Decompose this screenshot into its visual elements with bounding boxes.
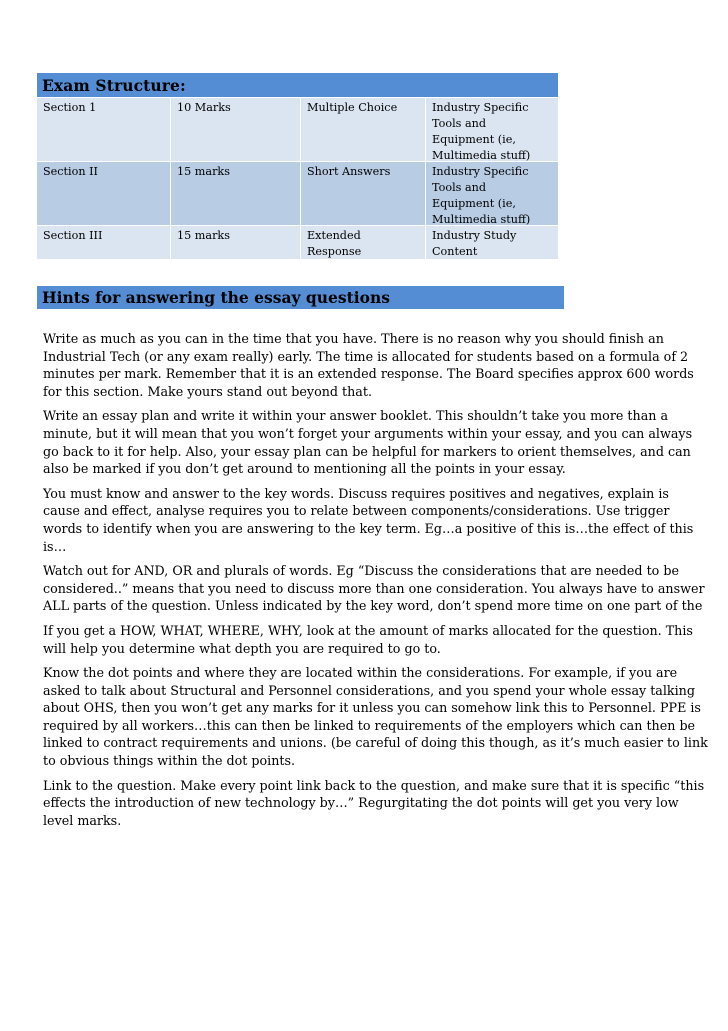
text-line: words to identify when you are answering to the key term. Eg…a positive of this is…the effect of this [43, 520, 694, 536]
content-line: Multimedia stuff) [432, 149, 531, 162]
marks-cell: 15 marks [171, 162, 301, 225]
text-line: linked to contract requirements and unions. (be careful of doing this though, as it’s much easier to link [43, 735, 708, 751]
marks-cell: 15 marks [171, 226, 301, 259]
table-row [37, 161, 558, 225]
content-cell [426, 162, 558, 225]
hints-body [43, 330, 708, 836]
text-line: ALL parts of the question. Unless indicated by the key word, don’t spend more time on one part of the [43, 598, 703, 614]
text-line: You must know and answer to the key words. Discuss requires positives and negatives, explain is [43, 485, 669, 501]
paragraph [43, 485, 694, 555]
text-line: Link to the question. Make every point link back to the question, and make sure that it is specific “this [43, 777, 705, 793]
text-line: also be marked if you don’t get around to mentioning all the points in your essay. [43, 461, 566, 477]
text-line: minutes per mark. Remember that it is an extended response. The Board specifies approx 600 words [43, 366, 694, 382]
text-line: minute, but it will mean that you won’t forget your arguments within your essay, and you can always [43, 425, 693, 441]
content-line: Tools and [432, 181, 486, 194]
table-row [37, 97, 558, 161]
text-line: go back to it for help. Also, your essay plan can be helpful for markers to orient themselves, and can [43, 443, 691, 459]
content-line: Tools and [432, 117, 486, 130]
exam-structure-table [37, 73, 558, 259]
text-line: Industrial Tech (or any exam really) early. The time is allocated for students based on a formula of 2 [43, 348, 689, 364]
type-cell: Short Answers [301, 162, 426, 225]
text-line: level marks. [43, 812, 122, 828]
marks-cell: 10 Marks [171, 98, 301, 161]
type-cell [301, 226, 426, 259]
text-line: Write an essay plan and write it within your answer booklet. This shouldn’t take you more than a [43, 408, 669, 424]
text-line: If you get a HOW, WHAT, WHERE, WHY, look at the amount of marks allocated for the question. This [43, 622, 693, 638]
paragraph [43, 407, 693, 477]
content-line: Equipment (ie, [432, 197, 516, 210]
section-cell: Section III [37, 226, 171, 259]
paragraph [43, 622, 693, 657]
text-line: for this section. Make yours stand out beyond that. [43, 383, 373, 399]
content-line: Industry Specific [432, 101, 529, 114]
exam-structure-title: Exam Structure: [37, 73, 558, 97]
type-line: Response [307, 245, 362, 258]
text-line: effects the introduction of new technology by…” Regurgitating the dot points will get you very low [43, 795, 679, 811]
text-line: about OHS, then you won’t get any marks for it unless you can somehow link this to Personnel. PPE is [43, 700, 701, 716]
type-line: Extended [307, 229, 361, 242]
text-line: Know the dot points and where they are located within the considerations. For example, if you are [43, 665, 678, 681]
paragraph [43, 777, 705, 830]
text-line: is… [43, 538, 67, 554]
content-line: Equipment (ie, [432, 133, 516, 146]
text-line: cause and effect, analyse requires you to relate between components/considerations. Use trigger [43, 503, 670, 519]
content-cell [426, 98, 558, 161]
text-line: considered..” means that you need to discuss more than one consideration. You always have to answer [43, 580, 705, 596]
text-line: will help you determine what depth you are required to go to. [43, 640, 441, 656]
content-line: Industry Specific [432, 165, 529, 178]
type-cell: Multiple Choice [301, 98, 426, 161]
text-line: required by all workers…this can then be linked to requirements of the employers which can then be [43, 717, 696, 733]
paragraph [43, 562, 705, 615]
hints-heading: Hints for answering the essay questions [37, 286, 564, 309]
paragraph [43, 664, 708, 770]
content-line: Content [432, 245, 478, 258]
text-line: to obvious things within the dot points. [43, 753, 296, 769]
text-line: asked to talk about Structural and Personnel considerations, and you spend your whole essay talking [43, 682, 695, 698]
paragraph [43, 330, 694, 400]
table-row [37, 225, 558, 259]
text-line: Write as much as you can in the time that you have. There is no reason why you should finish an [43, 331, 664, 346]
content-line: Multimedia stuff) [432, 213, 531, 226]
content-line: Industry Study [432, 229, 517, 242]
section-cell: Section II [37, 162, 171, 225]
section-cell: Section 1 [37, 98, 171, 161]
text-line: Watch out for AND, OR and plurals of words. Eg “Discuss the considerations that are needed to be [43, 563, 679, 579]
content-cell [426, 226, 558, 259]
